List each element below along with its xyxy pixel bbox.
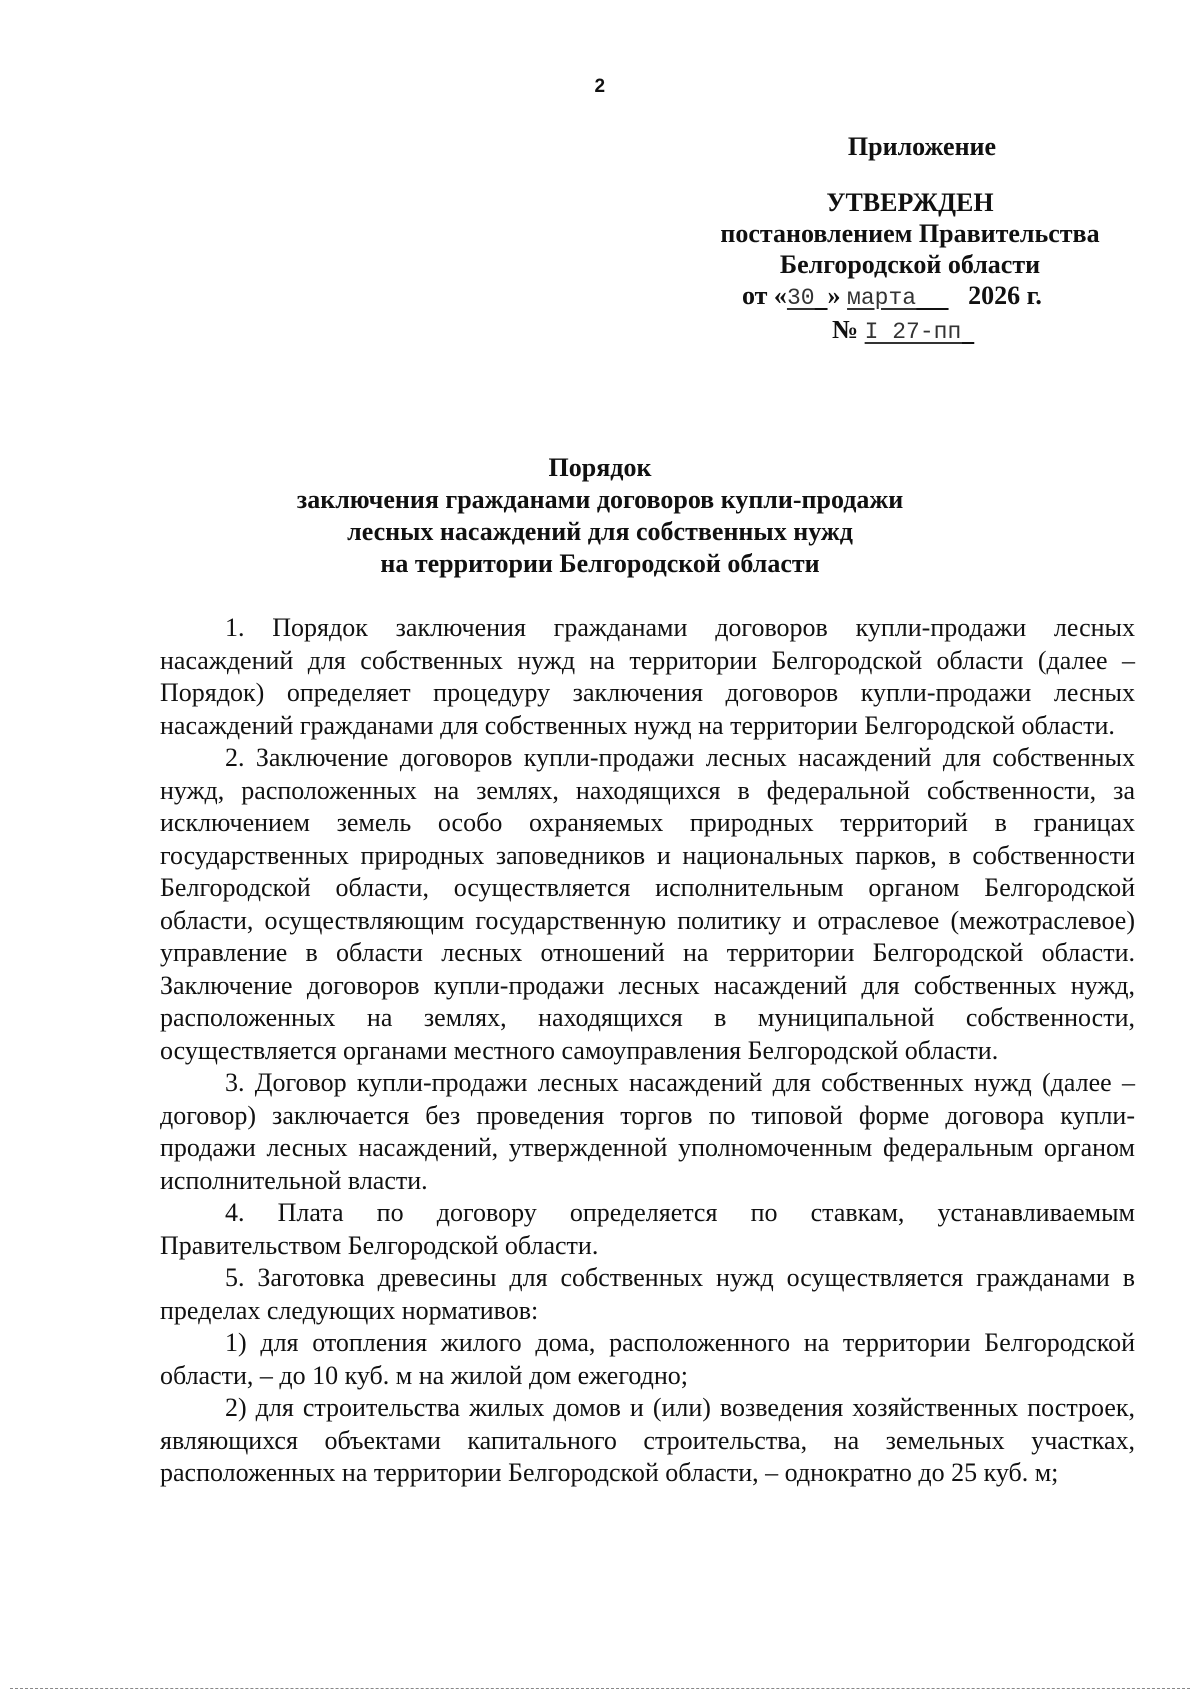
approved-stamp: УТВЕРЖДЕН [826, 188, 994, 217]
document-title [0, 452, 1200, 580]
date-prefix: от « [742, 281, 787, 310]
paragraph-2: 2. Заключение договоров купли-продажи лесных насаждений для собственных нужд, расположенных на землях, находящихся в федеральной собственности, за исключением земель особо охраняемых природных территорий в границах государственных природных заповедников и национальных парков, в собственности Белгородской области, осуществляется исполнительным органом Белгородской области, осуществляющим государственную политику и отраслевое (межотраслевое) управление в области лесных отношений на территории Белгородской области. Заключение договоров купли-продажи лесных насаждений для собственных нужд, расположенных на землях, находящихся в муниципальной собственности, осуществляется органами местного самоуправления Белгородской области. [160, 743, 1135, 1065]
decree-line: постановлением Правительства [720, 219, 1100, 248]
page-number: 2 [594, 76, 606, 97]
title-line-4: на территории Белгородской области [380, 549, 820, 578]
date-line [690, 280, 1130, 314]
region-line: Белгородской области [779, 250, 1041, 279]
paragraph-3: 3. Договор купли-продажи лесных насаждений для собственных нужд (далее – договор) заключается без проведения торгов по типовой форме договора купли-продажи лесных насаждений, утвержденной уполномоченным федеральным органом исполнительной власти. [160, 1068, 1135, 1195]
title-line-3: лесных насаждений для собственных нужд [347, 517, 853, 546]
date-year: 2026 г. [968, 281, 1042, 310]
approval-block [690, 187, 1130, 348]
paragraph-4: 4. Плата по договору определяется по ставкам, устанавливаемым Правительством Белгородской области. [160, 1198, 1135, 1260]
paragraph-5: 5. Заготовка древесины для собственных нужд осуществляется гражданами в пределах следующих нормативов: [160, 1263, 1135, 1325]
paragraph-1: 1. Порядок заключения гражданами договоров купли-продажи лесных насаждений для собственных нужд на территории Белгородской области (далее – Порядок) определяет процедуру заключения договоров купли-продажи лесных насаждений гражданами для собственных нужд на территории Белгородской области. [160, 613, 1135, 740]
page-bottom-divider [10, 1688, 1190, 1689]
appendix-label: Приложение [847, 132, 997, 161]
number-prefix: № [832, 315, 865, 344]
title-line-2: заключения гражданами договоров купли-продажи [296, 485, 904, 514]
paragraph-5-1: 1) для отопления жилого дома, расположенного на территории Белгородской области, – до 10 куб. м на жилой дом ежегодно; [160, 1328, 1135, 1390]
number-line [690, 314, 1130, 348]
date-day: 30 [786, 285, 815, 311]
date-month: марта [847, 285, 917, 311]
date-mid: » [827, 281, 848, 310]
number-value: I 27-пп [864, 319, 962, 345]
paragraph-5-2: 2) для строительства жилых домов и (или) возведения хозяйственных построек, являющихся объектами капитального строительства, на земельных участках, расположенных на территории Белгородской области, – однократно до 25 куб. м; [160, 1393, 1135, 1487]
document-body [160, 612, 1135, 1490]
title-line-1: Порядок [548, 453, 652, 482]
